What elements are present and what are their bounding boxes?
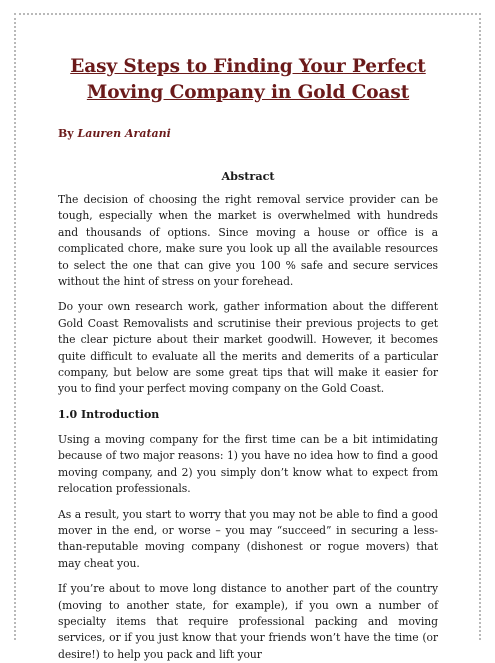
author-name: Lauren Aratani xyxy=(77,127,171,140)
paragraph-abstract-1: The decision of choosing the right removal service provider can be tough, especially when the market is overwhelmed with hundreds and thousands of options. Since moving a house or office is a complicated chore, make sure you look up all the available resources to select the one that can give you 100 % safe and secure services without the hint of stress on your forehead. xyxy=(58,193,438,289)
byline-prefix: By xyxy=(58,127,78,140)
paragraph-intro-1: Using a moving company for the first time can be a bit intimidating because of two major reasons: 1) you have no idea how to find a good moving company, and 2) you simply don’t know what to expect from relocation professionals. xyxy=(58,432,438,496)
document-content xyxy=(58,54,438,663)
abstract-heading: Abstract xyxy=(221,169,275,183)
paragraph-abstract-2: Do your own research work, gather information about the different Gold Coast Removalists and scrutinise their previous projects to get the clear picture about their market goodwill. However, it becomes quite difficult to evaluate all the merits and demerits of a particular company, but below are some great tips that will make it easier for you to find your perfect moving company on the Gold Coast. xyxy=(58,300,438,396)
byline xyxy=(58,127,438,140)
dotted-border-right xyxy=(479,13,481,640)
section-heading-introduction: 1.0 Introduction xyxy=(58,407,160,421)
dotted-border-left xyxy=(14,13,16,640)
document-title: Easy Steps to Finding Your Perfect Moving Company in Gold Coast xyxy=(70,56,426,103)
paragraph-intro-2: As a result, you start to worry that you may not be able to find a good mover in the end, or worse – you may “succeed” in securing a less-than-reputable moving company (dishonest or rogue movers) that may cheat you. xyxy=(58,507,438,570)
dotted-border-top xyxy=(14,13,481,15)
paragraph-intro-3: If you’re about to move long distance to another part of the country (moving to another state, for example), if you own a number of specialty items that require professional packing and moving services, or if you just know that your friends won’t have the time (or desire!) to help you pack and lift your xyxy=(58,582,438,661)
